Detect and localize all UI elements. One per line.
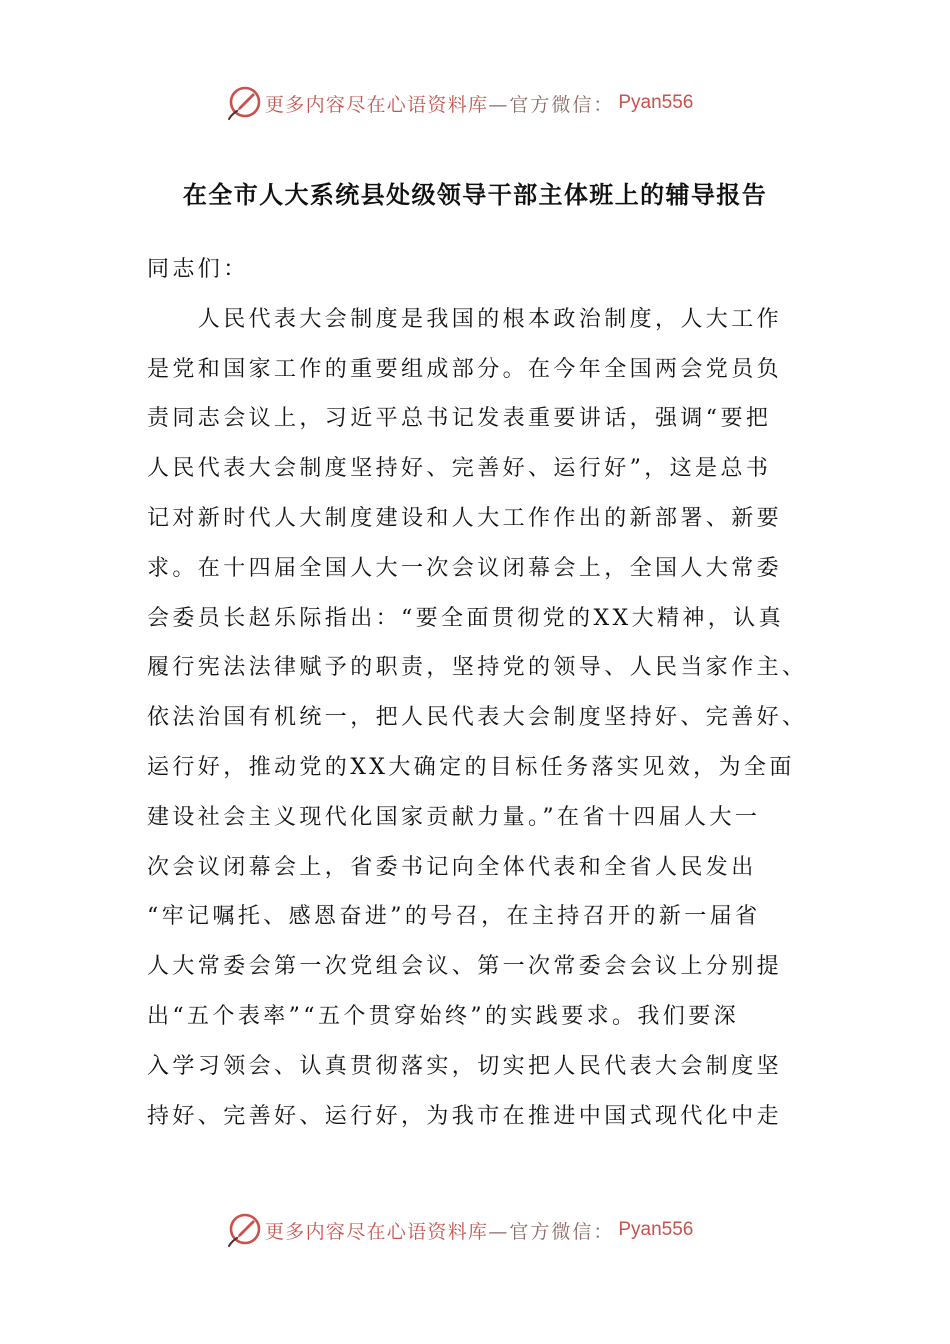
pen-in-circle-icon	[226, 1212, 262, 1248]
watermark-brand-text: 更多内容尽在心语资料库	[265, 1220, 489, 1243]
document-body	[147, 245, 847, 1141]
paragraph-line: 运行好，推动党的XX大确定的目标任务落实见效，为全面	[147, 754, 795, 780]
paragraph-line: 次会议闭幕会上，省委书记向全体代表和全省人民发出	[147, 854, 757, 880]
paragraph-line: 履行宪法法律赋予的职责，坚持党的领导、人民当家作主、	[147, 655, 808, 681]
paragraph-line: “牢记嘱托、感恩奋进”的号召，在主持召开的新一届省	[147, 904, 761, 930]
paragraph-line: 会委员长赵乐际指出：“要全面贯彻党的XX大精神，认真	[147, 605, 784, 631]
watermark-wechat-id: Pyan556	[618, 92, 694, 113]
paragraph-line: 求。在十四届全国人大一次会议闭幕会上，全国人大常委	[147, 555, 783, 581]
pen-in-circle-icon	[226, 85, 262, 121]
header-watermark	[226, 85, 693, 121]
salutation: 同志们：	[147, 257, 249, 282]
document-title: 在全市人大系统县处级领导干部主体班上的辅导报告	[182, 180, 768, 209]
paragraph-line: 出“五个表率”“五个贯穿始终”的实践要求。我们要深	[147, 1003, 739, 1029]
watermark-brand-text: 更多内容尽在心语资料库	[265, 93, 489, 116]
watermark-wechat-label: —官方微信：	[488, 1220, 615, 1243]
footer-watermark	[226, 1212, 693, 1248]
paragraph-line: 建设社会主义现代化国家贡献力量。”在省十四届人大一	[147, 804, 761, 830]
paragraph-line: 人民代表大会制度坚持好、完善好、运行好”，这是总书	[147, 456, 772, 482]
watermark-wechat-id: Pyan556	[618, 1219, 694, 1240]
paragraph-line: 持好、完善好、运行好，为我市在推进中国式现代化中走	[147, 1103, 783, 1129]
paragraph-line: 入学习领会、认真贯彻落实，切实把人民代表大会制度坚	[147, 1053, 783, 1079]
paragraph-line: 人大常委会第一次党组会议、第一次常委会会议上分别提	[147, 954, 783, 980]
paragraph-line: 是党和国家工作的重要组成部分。在今年全国两会党员负	[147, 356, 783, 382]
watermark-wechat-label: —官方微信：	[488, 93, 615, 116]
paragraph-line: 记对新时代人大制度建设和人大工作作出的新部署、新要	[147, 505, 783, 531]
paragraph-line: 责同志会议上，习近平总书记发表重要讲话，强调“要把	[147, 406, 772, 432]
paragraph-line: 人民代表大会制度是我国的根本政治制度，人大工作	[197, 306, 782, 332]
paragraph-line: 依法治国有机统一，把人民代表大会制度坚持好、完善好、	[147, 705, 808, 731]
